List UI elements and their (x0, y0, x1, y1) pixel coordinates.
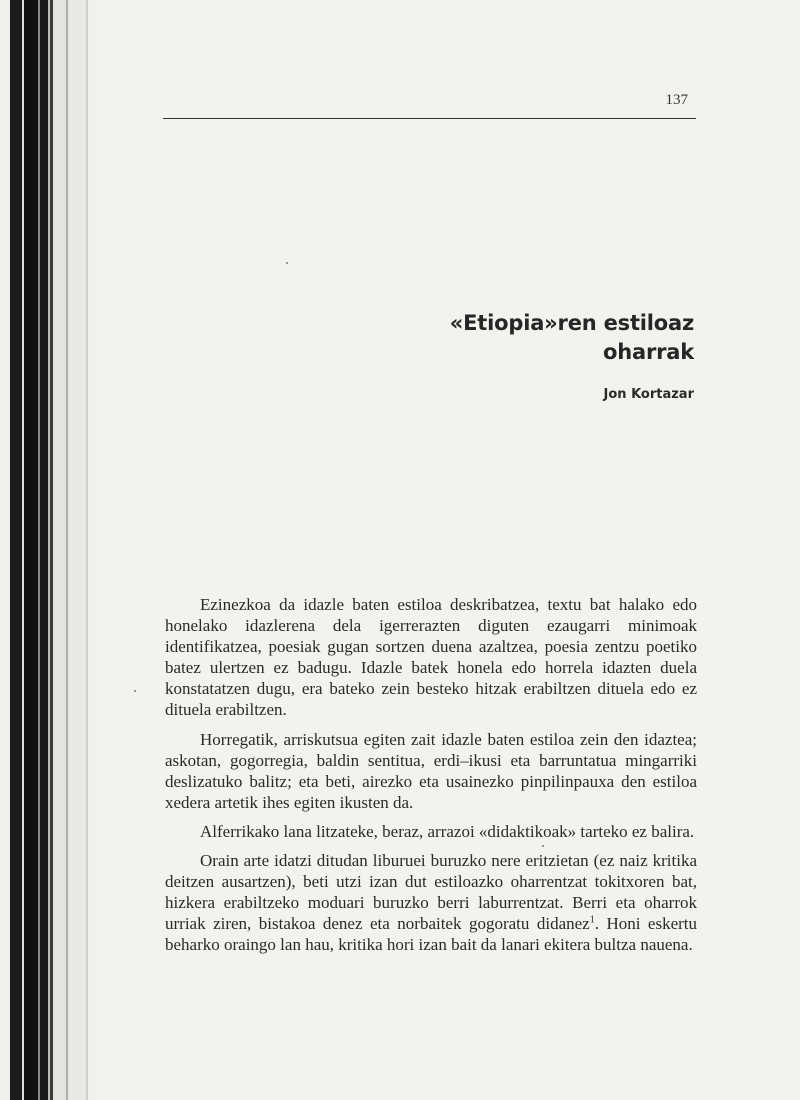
article-title-line-2: oharrak (603, 340, 694, 364)
article-title (294, 309, 694, 367)
paragraph-4 (165, 850, 697, 955)
paragraph-4-text: Orain arte idatzi ditudan liburuei buruzko nere eritzietan (ez naiz kritika deitzen ausartzen), beti utzi izan dut estiloazko oharrentzat tokitxoren bat, hizkera erabiltzeko moduari buruzko berri laburrentzat. Berri eta oharrok urriak ziren, bistakoa denez eta norbaitek gogoratu didanez (165, 851, 697, 934)
article-body (165, 594, 697, 964)
scan-speck (542, 845, 544, 847)
header-rule (163, 118, 696, 119)
paragraph-2: Horregatik, arriskutsua egiten zait idazle baten estiloa zein den idaztea; askotan, gogorregia, baldin sentitua, erdi–ikusi eta barruntatua mingarriki deslizatuko balitz; eta beti, airezko eta usainezko pinpilinpauxa den estiloa xedera artetik ihes egiten ikusten da. (165, 729, 697, 812)
footnote-reference[interactable]: 1 (589, 914, 595, 926)
paragraph-3: Alferrikako lana litzateke, beraz, arrazoi «didaktikoak» tarteko ez balira. (200, 821, 695, 841)
scanned-binding-edge (0, 0, 95, 1100)
scan-speck (134, 690, 136, 692)
article-title-line-1: «Etiopia»ren estiloaz (449, 311, 694, 335)
article-author: Jon Kortazar (603, 387, 694, 402)
paragraph-1: Ezinezkoa da idazle baten estiloa deskribatzea, textu bat halako edo honelako idazlerena dela igerrerazten diguten ezaugarri minimoak identifikatzea, poesiak gugan sortzen duena azaltzea, poesia zentzu poetiko batez ulertzen ez badugu. Idazle batek honela edo horrela idazten duela konstatatzen dugu, era bateko zein besteko hitzak erabiltzen dituela edo ez dituela erabiltzen. (165, 595, 697, 720)
paragraph-4-text-end: . Honi eskertu beharko oraingo lan hau, kritika hori izan bait da lanari ekitera bultza nauena. (165, 914, 698, 955)
scan-speck (286, 262, 288, 264)
page-number: 137 (665, 92, 688, 108)
